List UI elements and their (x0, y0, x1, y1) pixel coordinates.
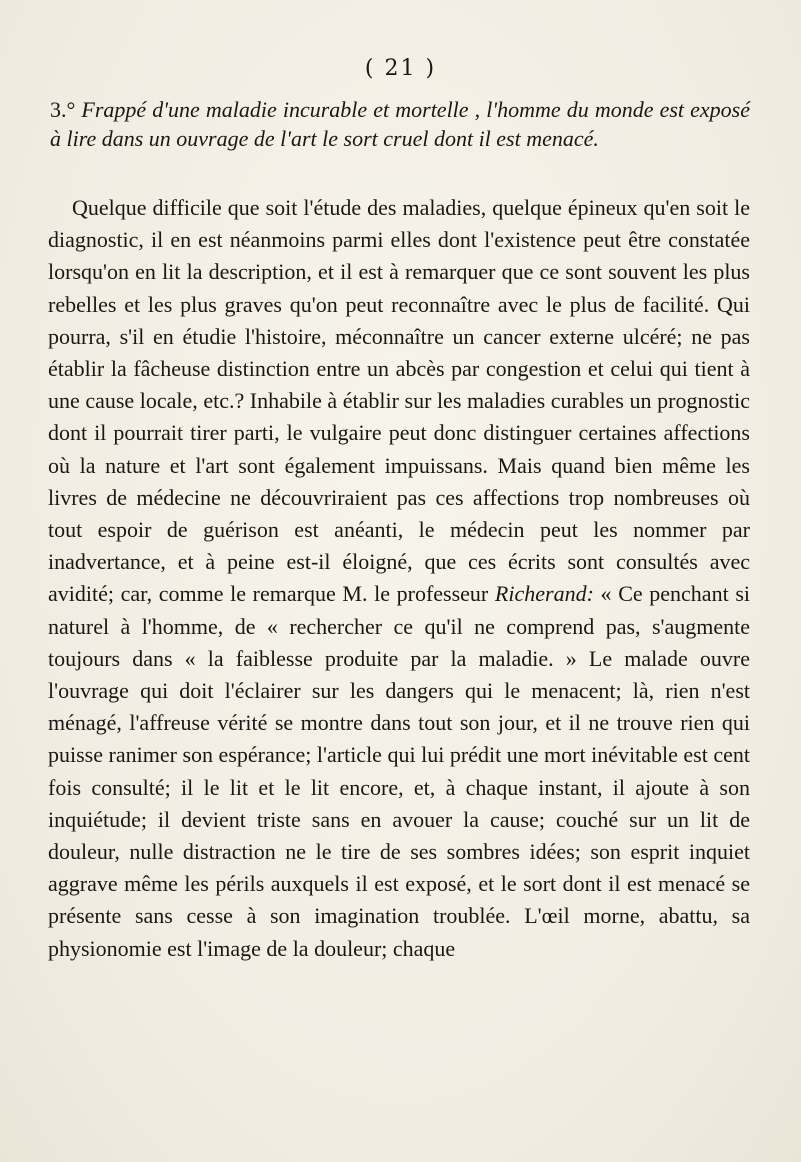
page-number: ( 21 ) (364, 56, 437, 81)
body-paragraph (48, 192, 750, 965)
section-number: 3.° (50, 97, 76, 122)
section-heading (50, 95, 750, 153)
body-text (48, 192, 750, 965)
body-text-part-1: Quelque difficile que soit l'étude des maladies, quelque épineux qu'en soit le diagnostic, il en est néanmoins parmi elles dont l'existence peut être constatée lorsqu'on en lit la description, et il est à remarquer que ce sont souvent les plus rebelles et les plus graves qu'on peut reconnaître avec le plus de facilité. Qui pourra, s'il en étudie l'histoire, méconnaître un cancer externe ulcéré; ne pas établir la fâcheuse distinction entre un abcès par congestion et celui qui tient à une cause locale, etc.? Inhabile à établir sur les maladies curables un prognostic dont il pourrait tirer parti, le vulgaire peut donc distinguer certaines affections où la nature et l'art sont également impuissans. Mais quand bien même les livres de médecine ne découvriraient pas ces affections trop nombreuses où tout espoir de guérison est anéanti, le médecin peut les nommer par inadvertance, et à peine est-il éloigné, que ces écrits sont consultés avec avidité; car, comme le remarque M. le professeur (48, 195, 750, 607)
author-name: Richerand: (494, 581, 594, 607)
section-heading-paragraph (50, 95, 750, 153)
body-text-part-2: « Ce penchant si naturel à l'homme, de « rechercher ce qu'il ne comprend pas, s'augmente toujours dans « la faiblesse produite par la maladie. » Le malade ouvre l'ouvrage qui doit l'éclairer sur les dangers qui le menacent; là, rien n'est ménagé, l'affreuse vérité se montre dans tout son jour, et il ne trouve rien qui puisse ranimer son espérance; l'article qui lui prédit une mort inévitable est cent fois consulté; il le lit et le lit encore, et, à chaque instant, il ajoute à son inquiétude; il devient triste sans en avouer la cause; couché sur un lit de douleur, nulle distraction ne le tire de ses sombres idées; son esprit inquiet aggrave même les périls auxquels il est exposé, et le sort dont il est menacé se présente sans cesse à son imagination troublée. L'œil morne, abattu, sa physionomie est l'image de la douleur; chaque (48, 581, 751, 961)
section-title: Frappé d'une maladie incurable et mortelle , l'homme du monde est exposé à lire dans un ouvrage de l'art le sort cruel dont il est menacé. (50, 97, 750, 151)
